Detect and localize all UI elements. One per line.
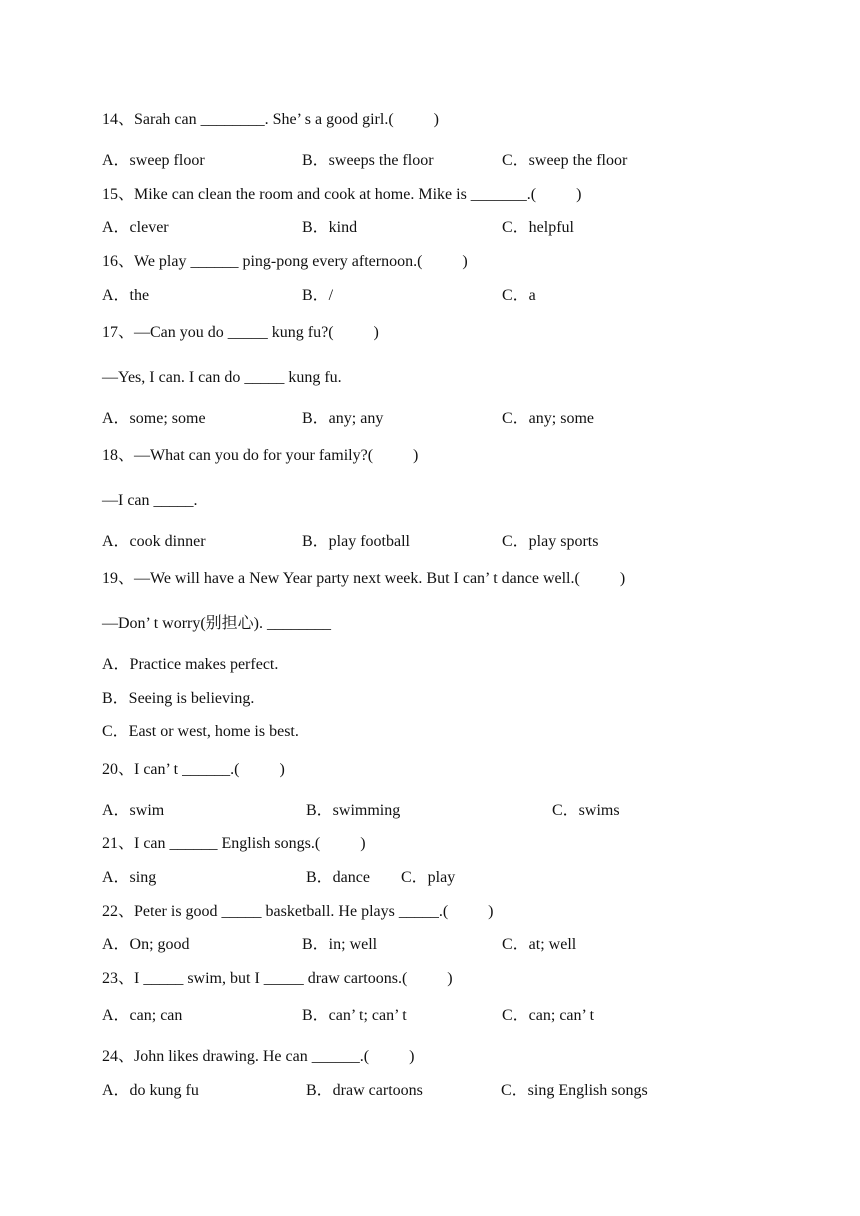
question-19-option-a: A．Practice makes perfect. — [102, 656, 279, 673]
question-24-stem: 24、John likes drawing. He can ______.( ) — [102, 1048, 415, 1065]
question-21-option-a: A．sing — [102, 869, 157, 886]
question-17-stem: 17、—Can you do _____ kung fu?( ) — [102, 324, 379, 341]
question-20-option-a: A．swim — [102, 802, 165, 819]
question-24-option-a: A．do kung fu — [102, 1082, 199, 1099]
question-18-option-a: A．cook dinner — [102, 533, 206, 550]
question-24-option-b: B．draw cartoons — [306, 1082, 423, 1099]
question-21-option-b: B．dance — [306, 869, 370, 886]
question-20-stem: 20、I can’ t ______.( ) — [102, 761, 285, 778]
question-15-option-a: A．clever — [102, 219, 169, 236]
question-14-option-b: B．sweeps the floor — [302, 152, 434, 169]
question-19-option-b: B．Seeing is believing. — [102, 690, 255, 707]
question-16-stem: 16、We play ______ ping-pong every afternoon.( ) — [102, 253, 468, 270]
question-23-option-c: C．can; can’ t — [502, 1007, 595, 1024]
question-15-stem: 15、Mike can clean the room and cook at home. Mike is _______.( ) — [102, 186, 582, 203]
question-18-option-c: C．play sports — [502, 533, 599, 550]
question-15-option-b: B．kind — [302, 219, 358, 236]
question-19-option-c: C．East or west, home is best. — [102, 723, 299, 740]
question-21-option-c: C．play — [401, 869, 456, 886]
question-19-stem: 19、—We will have a New Year party next week. But I can’ t dance well.( ) — [102, 570, 626, 587]
question-20-option-c: C．swims — [552, 802, 620, 819]
question-18-stem: 18、—What can you do for your family?( ) — [102, 447, 419, 464]
question-16-option-a: A．the — [102, 287, 150, 304]
question-23-option-a: A．can; can — [102, 1007, 183, 1024]
question-24-option-c: C．sing English songs — [501, 1082, 648, 1099]
question-19-stem-answer: —Don’ t worry(别担心). ________ — [102, 615, 332, 632]
question-22-option-c: C．at; well — [502, 936, 577, 953]
question-14-option-c: C．sweep the floor — [502, 152, 628, 169]
question-14-option-a: A．sweep floor — [102, 152, 205, 169]
question-20-option-b: B．swimming — [306, 802, 401, 819]
question-22-option-b: B．in; well — [302, 936, 378, 953]
question-23-option-b: B．can’ t; can’ t — [302, 1007, 407, 1024]
question-14-stem: 14、Sarah can ________. She’ s a good girl.( ) — [102, 111, 439, 128]
question-16-option-c: C．a — [502, 287, 536, 304]
question-18-option-b: B．play football — [302, 533, 410, 550]
question-16-option-b: B．/ — [302, 287, 334, 304]
question-22-stem: 22、Peter is good _____ basketball. He plays _____.( ) — [102, 903, 494, 920]
question-15-option-c: C．helpful — [502, 219, 574, 236]
question-17-stem-answer: —Yes, I can. I can do _____ kung fu. — [102, 369, 342, 386]
question-22-option-a: A．On; good — [102, 936, 190, 953]
question-21-stem: 21、I can ______ English songs.( ) — [102, 835, 366, 852]
question-17-option-b: B．any; any — [302, 410, 384, 427]
question-18-stem-answer: —I can _____. — [102, 492, 198, 509]
question-17-option-a: A．some; some — [102, 410, 206, 427]
question-23-stem: 23、I _____ swim, but I _____ draw cartoons.( ) — [102, 970, 453, 987]
question-17-option-c: C．any; some — [502, 410, 594, 427]
